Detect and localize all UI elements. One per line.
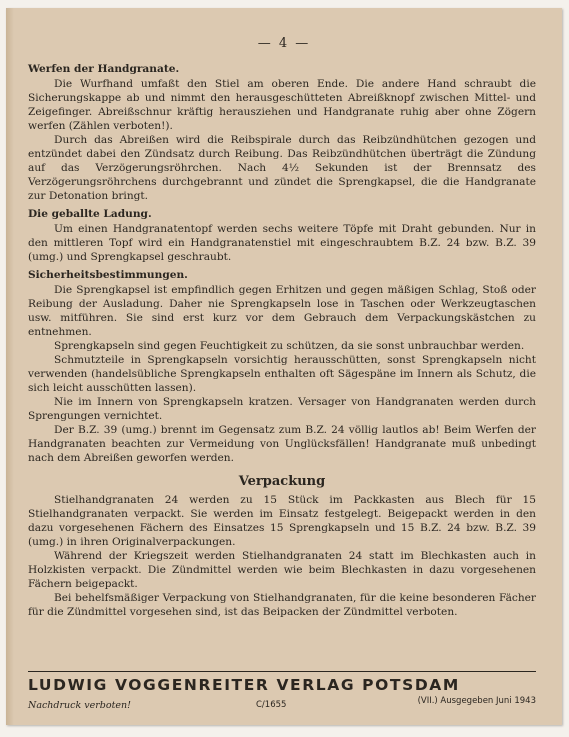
section-werfen — [28, 62, 536, 203]
page-edge-shadow — [6, 8, 14, 725]
paragraph: Während der Kriegszeit werden Stielhandgranaten 24 statt im Blechkasten auch in Holzkisten verpackt. Die Zündmittel werden wie beim Blechkasten in dazu vorgesehenen Fächern beigepackt. — [28, 550, 536, 590]
document-body — [28, 62, 536, 623]
paragraph: Nie im Innern von Sprengkapseln kratzen. Versager von Handgranaten werden durch Sprengungen vernichtet. — [28, 396, 536, 422]
footer-divider — [28, 671, 536, 672]
reprint-notice: Nachdruck verboten! — [28, 700, 131, 711]
paragraph: Der B.Z. 39 (umg.) brennt im Gegensatz zum B.Z. 24 völlig lautlos ab! Beim Werfen der Handgranaten beachten zur Vermeidung von Unglücksfällen! Handgranate muß unbedingt nach dem Abreißen geworfen werden. — [28, 424, 536, 464]
issue-date: (VII.) Ausgegeben Juni 1943 — [417, 696, 536, 706]
section-sicherheitsbestimmungen — [28, 268, 536, 465]
publisher-name: LUDWIG VOGGENREITER VERLAG POTSDAM — [28, 676, 460, 694]
section-heading: Sicherheitsbestimmungen. — [28, 269, 188, 281]
section-verpackung — [28, 475, 536, 619]
footer — [28, 696, 536, 712]
paragraph: Schmutzteile in Sprengkapseln vorsichtig herausschütten, sonst Sprengkapseln nicht verwenden (handelsübliche Sprengkapseln enthalten oft Sägespäne im Innern als Schutz, die sich leicht ausschütten lassen). — [28, 354, 536, 394]
paragraph: Um einen Handgranatentopf werden sechs weitere Töpfe mit Draht gebunden. Nur in den mittleren Topf wird ein Handgranatenstiel mit eingeschraubtem B.Z. 24 bzw. B.Z. 39 (umg.) und Sprengkapsel geschraubt. — [28, 223, 536, 263]
paragraph: Die Sprengkapsel ist empfindlich gegen Erhitzen und gegen mäßigen Schlag, Stoß oder Reibung der Ausladung. Daher nie Sprengkapseln lose in Taschen oder Werkzeugtaschen usw. mitführen. Sie sind erst kurz vor dem Gebrauch dem Verpackungskästchen zu entnehmen. — [28, 284, 536, 338]
section-heading: Verpackung — [238, 474, 326, 489]
paragraph: Die Wurfhand umfaßt den Stiel am oberen Ende. Die andere Hand schraubt die Sicherungskappe ab und nimmt den herausgeschütteten Abreißknopf zwischen Mittel- und Zeigefinger. Abreißschnur kräftig herausziehen und Handgranate ruhig aber ohne Zögern werfen (Zählen verboten!). — [28, 78, 536, 132]
page-number: — 4 — — [257, 36, 311, 51]
paragraph: Durch das Abreißen wird die Reibspirale durch das Reibzündhütchen gezogen und entzündet dabei den Zündsatz durch Reibung. Das Reibzündhütchen überträgt die Zündung auf das Verzögerungsröhrchen. Nach 4½ Sekunden ist der Brennsatz des Verzögerungsröhrchens durchgebrannt und zündet die Sprengkapsel, die die Handgranate zur Detonation bringt. — [28, 134, 536, 202]
paragraph: Sprengkapseln sind gegen Feuchtigkeit zu schützen, da sie sonst unbrauchbar werden. — [54, 340, 525, 352]
paragraph: Stielhandgranaten 24 werden zu 15 Stück im Packkasten aus Blech für 15 Stielhandgranaten verpackt. Sie werden im Einsatz festgelegt. Beigepackt werden in den dazu vorgesehenen Fächern des Einsatzes 15 Sprengkapseln und 15 B.Z. 24 bzw. B.Z. 39 (umg.) in ihren Originalverpackungen. — [28, 494, 536, 548]
section-geballte-ladung — [28, 207, 536, 264]
paragraph: Bei behelfsmäßiger Verpackung von Stielhandgranaten, für die keine besonderen Fächer für die Zündmittel vorgesehen sind, ist das Beipacken der Zündmittel verboten. — [28, 592, 536, 618]
print-code: C/1655 — [256, 700, 287, 710]
section-heading: Die geballte Ladung. — [28, 208, 152, 220]
section-heading: Werfen der Handgranate. — [28, 63, 180, 75]
